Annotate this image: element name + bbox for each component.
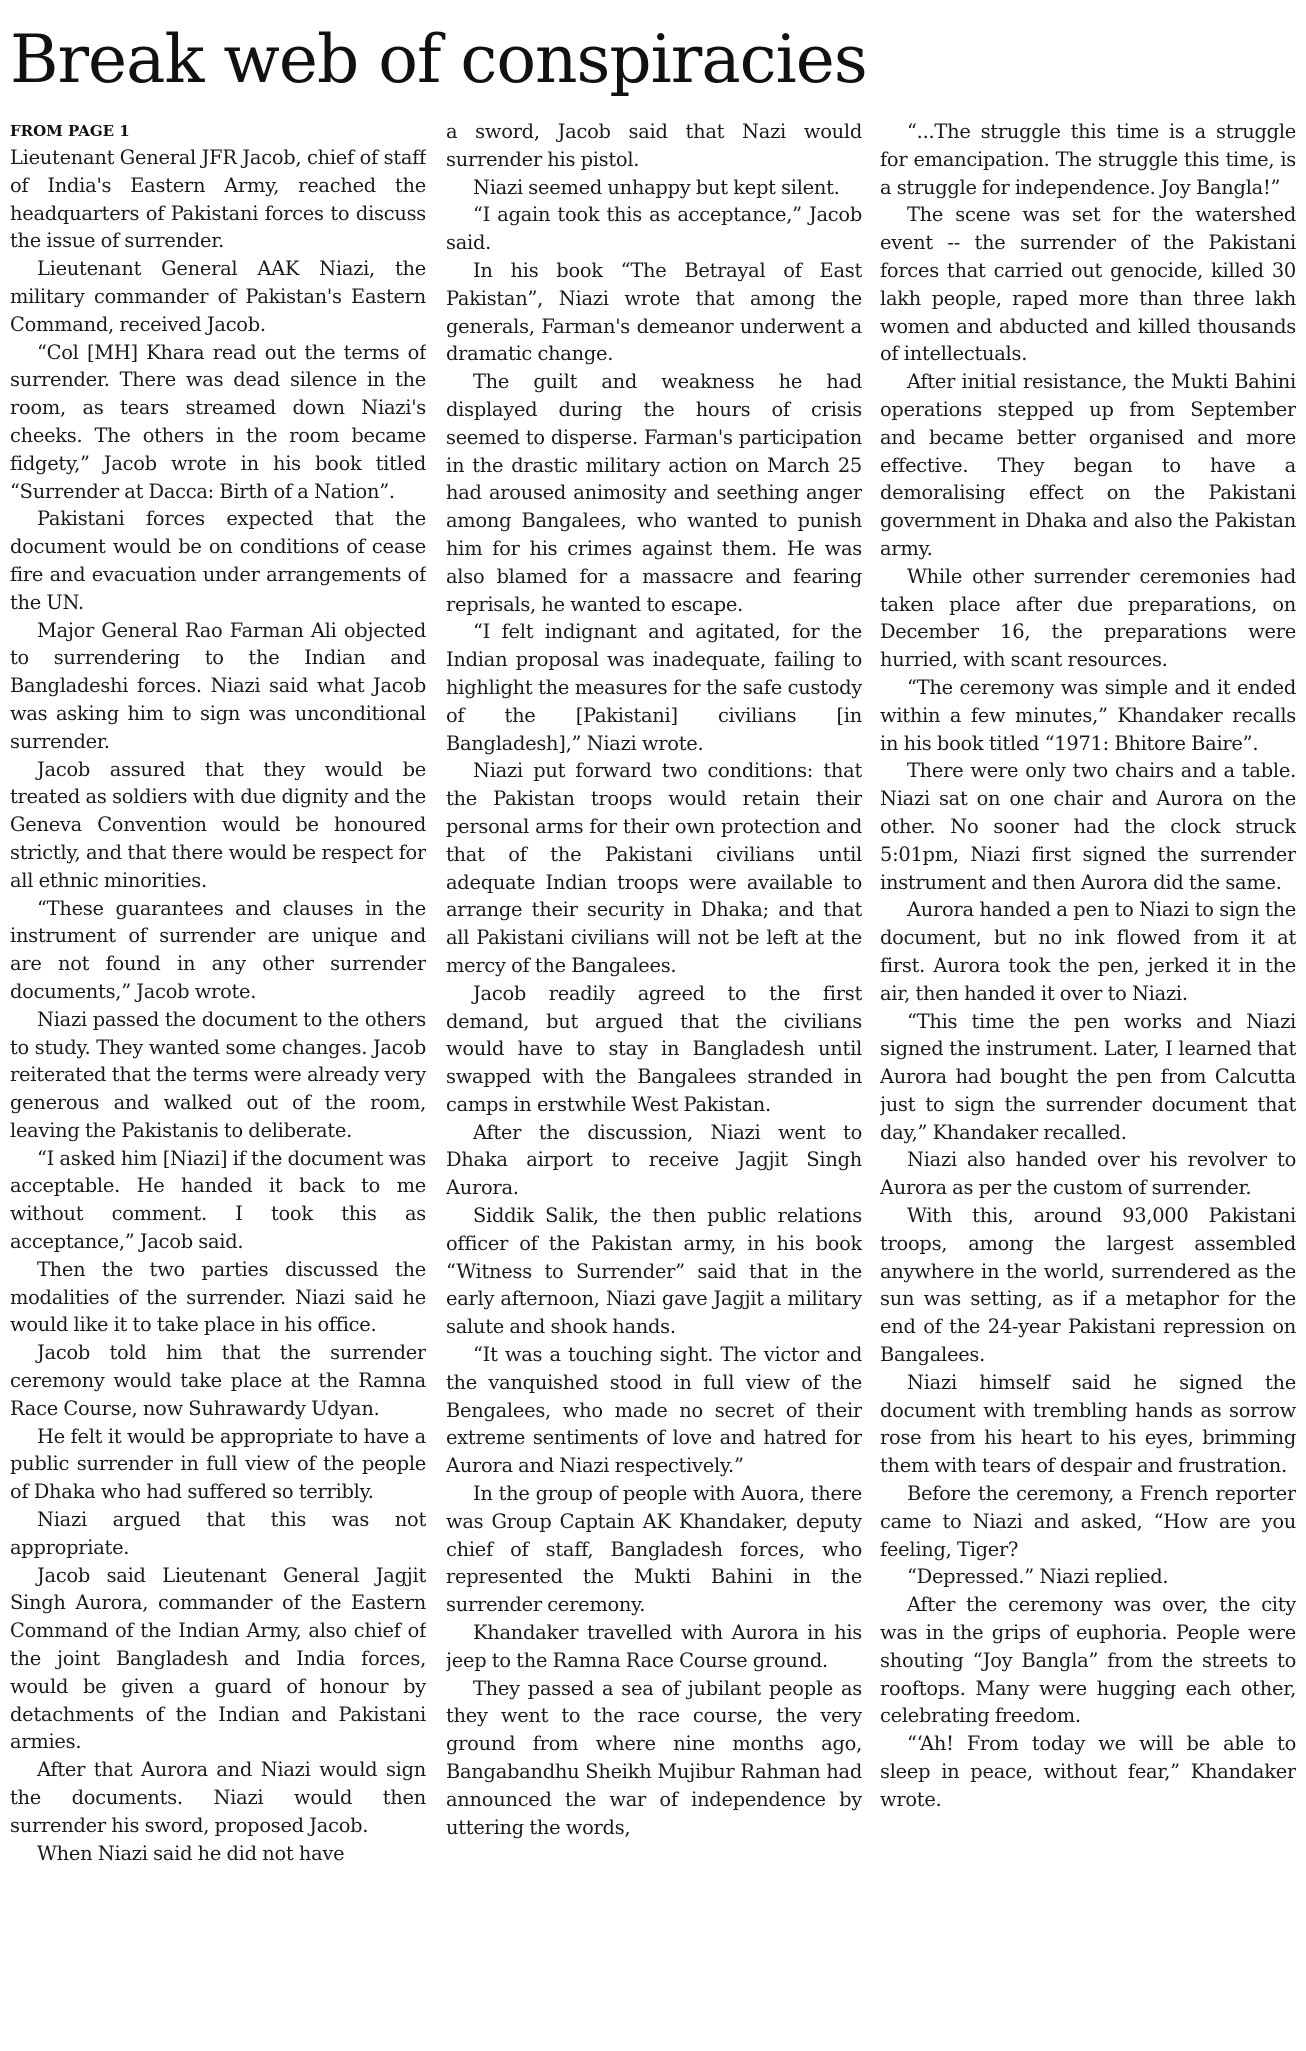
article-headline: Break web of conspiracies [10, 21, 867, 98]
paragraph: Aurora handed a pen to Niazi to sign the document, but no ink flowed from it at first. Aurora took the pen, jerked it in the air, then handed it over to Niazi. [880, 898, 1296, 1005]
paragraph: There were only two chairs and a table. Niazi sat on one chair and Aurora on the other. No sooner had the clock struck 5:01pm, Niazi first signed the surrender instrument and then Aurora did the same. [880, 759, 1296, 894]
paragraph: After initial resistance, the Mukti Bahini operations stepped up from September and became better organised and more effective. They began to have a demoralising effect on the Pakistani government in Dhaka and also the Pakistan army. [880, 370, 1296, 560]
paragraph: While other surrender ceremonies had taken place after due preparations, on December 16, the preparations were hurried, with scant resources. [880, 564, 1296, 672]
paragraph: The scene was set for the watershed event -- the surrender of the Pakistani forces that carried out genocide, killed 30 lakh people, raped more than three lakh women and abducted and killed thousands of intellectuals. [880, 203, 1296, 366]
paragraph: Niazi put forward two conditions: that the Pakistan troops would retain their personal arms for their own protection and that of the Pakistani civilians until adequate Indian troops were available to arrange their security in Dhaka; and that all Pakistani civilians will not be left at the mercy of the Bangalees. [446, 759, 862, 977]
paragraph: With this, around 93,000 Pakistani troops, among the largest assembled anywhere in the world, surrendered as the sun was setting, as if a metaphor for the end of the 24-year Pakistani repression on Bangalees. [880, 1204, 1296, 1367]
article-column-3 [880, 118, 1296, 2046]
paragraph: Major General Rao Farman Ali objected to surrendering to the Indian and Bangladeshi forces. Niazi said what Jacob was asking him to sign was unconditional surrender. [10, 618, 426, 753]
paragraph: Niazi seemed unhappy but kept silent. [473, 175, 840, 199]
paragraph: “It was a touching sight. The victor and the vanquished stood in full view of the Bengalees, who made no secret of their extreme sentiments of love and hatred for Aurora and Niazi respectively.” [446, 1343, 862, 1478]
continuation-kicker: FROM PAGE 1 [10, 122, 130, 140]
article-column-1 [10, 118, 426, 2046]
paragraph: They passed a sea of jubilant people as they went to the race course, the very ground from where nine months ago, Bangabandhu Sheikh Mujibur Rahman had announced the war of independence by uttering the words, [446, 1676, 862, 1839]
paragraph: Jacob said Lieutenant General Jagjit Singh Aurora, commander of the Eastern Command of the Indian Army, also chief of the joint Bangladesh and India forces, would be given a guard of honour by detachments of the Indian and Pakistani armies. [10, 1563, 426, 1754]
paragraph: The guilt and weakness he had displayed during the hours of crisis seemed to disperse. Farman's participation in the drastic military action on March 25 had aroused animosity and seething anger among Bangalees, who wanted to punish him for his crimes against them. He was also blamed for a massacre and fearing reprisals, he wanted to escape. [446, 370, 862, 616]
paragraph: In his book “The Betrayal of East Pakistan”, Niazi wrote that among the generals, Farman's demeanor underwent a dramatic change. [446, 258, 862, 366]
paragraph: Niazi himself said he signed the document with trembling hands as sorrow rose from his heart to his eyes, brimming them with tears of despair and frustration. [880, 1370, 1296, 1478]
paragraph: He felt it would be appropriate to have a public surrender in full view of the people of Dhaka who had suffered so terribly. [10, 1424, 426, 1504]
paragraph: Before the ceremony, a French reporter came to Niazi and asked, “How are you feeling, Tiger? [880, 1482, 1296, 1561]
paragraph: “This time the pen works and Niazi signed the instrument. Later, I learned that Aurora had bought the pen from Calcutta just to sign the surrender document that day,” Khandaker recalled. [880, 1009, 1296, 1144]
paragraph: Pakistani forces expected that the document would be on conditions of cease fire and evacuation under arrangements of the UN. [10, 507, 426, 614]
paragraph: “I again took this as acceptance,” Jacob said. [446, 203, 862, 255]
paragraph: Jacob readily agreed to the first demand, but argued that the civilians would have to stay in Bangladesh until swapped with the Bangalees stranded in camps in erstwhile West Pakistan. [446, 981, 862, 1116]
paragraph: Niazi passed the document to the others to study. They wanted some changes. Jacob reiterated that the terms were already very generous and walked out of the room, leaving the Pakistanis to deliberate. [10, 1007, 426, 1142]
paragraph: “I felt indignant and agitated, for the Indian proposal was inadequate, failing to highlight the measures for the safe custody of the [Pakistani] civilians [in Bangladesh],” Niazi wrote. [446, 620, 862, 755]
paragraph: “The ceremony was simple and it ended within a few minutes,” Khandaker recalls in his book titled “1971: Bhitore Baire”. [880, 675, 1296, 755]
paragraph: Jacob assured that they would be treated as soldiers with due dignity and the Geneva Convention would be honoured strictly, and that there would be respect for all ethnic minorities. [10, 757, 426, 892]
paragraph: Jacob told him that the surrender ceremony would take place at the Ramna Race Course, now Suhrawardy Udyan. [10, 1341, 426, 1420]
article-column-2 [446, 118, 862, 2046]
paragraph: “‘Ah! From today we will be able to sleep in peace, without fear,” Khandaker wrote. [880, 1732, 1296, 1811]
paragraph: After the discussion, Niazi went to Dhaka airport to receive Jagjit Singh Aurora. [446, 1120, 862, 1200]
paragraph: Lieutenant General AAK Niazi, the military commander of Pakistan's Eastern Command, received Jacob. [10, 257, 426, 336]
paragraph: Lieutenant General JFR Jacob, chief of staff of India's Eastern Army, reached the headquarters of Pakistani forces to discuss the issue of surrender. [10, 146, 426, 253]
paragraph: “These guarantees and clauses in the instrument of surrender are unique and are not found in any other surrender documents,” Jacob wrote. [10, 896, 426, 1003]
paragraph: Niazi also handed over his revolver to Aurora as per the custom of surrender. [880, 1148, 1296, 1200]
paragraph: “I asked him [Niazi] if the document was acceptable. He handed it back to me without comment. I took this as acceptance,” Jacob said. [10, 1146, 426, 1254]
paragraph: After the ceremony was over, the city was in the grips of euphoria. People were shouting “Joy Bangla” from the streets to rooftops. Many were hugging each other, celebrating freedom. [880, 1593, 1296, 1728]
paragraph: Niazi argued that this was not appropriate. [10, 1508, 426, 1559]
paragraph: After that Aurora and Niazi would sign the documents. Niazi would then surrender his sword, proposed Jacob. [10, 1758, 426, 1837]
paragraph: Siddik Salik, the then public relations officer of the Pakistan army, in his book “Witness to Surrender” said that in the early afternoon, Niazi gave Jagjit a military salute and shook hands. [446, 1204, 862, 1339]
paragraph: “Depressed.” Niazi replied. [907, 1565, 1169, 1589]
paragraph: In the group of people with Auora, there was Group Captain AK Khandaker, deputy chief of staff, Bangladesh forces, who represented the Mukti Bahini in the surrender ceremony. [446, 1482, 862, 1617]
paragraph: When Niazi said he did not have [37, 1841, 345, 1865]
paragraph: “...The struggle this time is a struggle for emancipation. The struggle this time, is a struggle for independence. Joy Bangla!” [880, 120, 1296, 199]
paragraph: Khandaker travelled with Aurora in his jeep to the Ramna Race Course ground. [446, 1621, 862, 1672]
paragraph: a sword, Jacob said that Nazi would surrender his pistol. [446, 120, 862, 171]
paragraph: Then the two parties discussed the modalities of the surrender. Niazi said he would like it to take place in his office. [10, 1257, 426, 1337]
paragraph: “Col [MH] Khara read out the terms of surrender. There was dead silence in the room, as tears streamed down Niazi's cheeks. The others in the room became fidgety,” Jacob wrote in his book titled “Surrender at Dacca: Birth of a Nation”. [10, 340, 426, 503]
